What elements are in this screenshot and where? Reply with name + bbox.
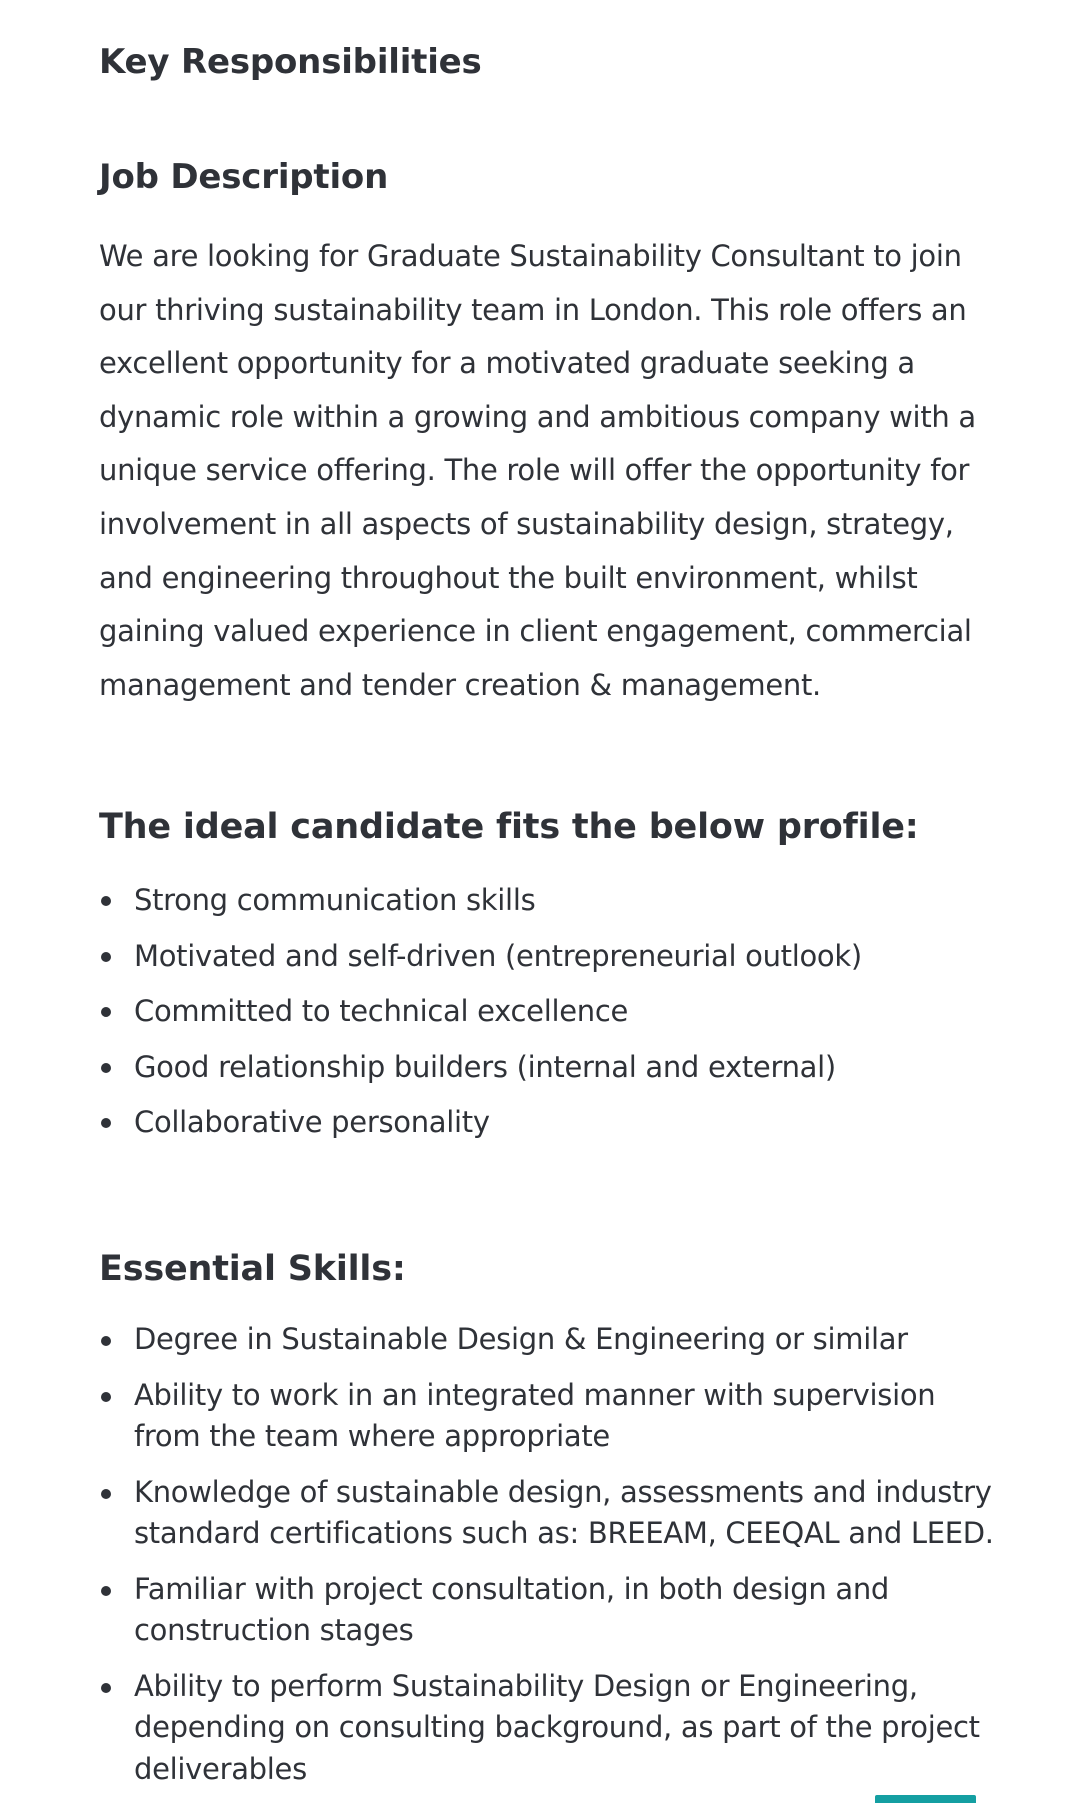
- bullet-icon: [101, 952, 111, 962]
- description-line: dynamic role within a growing and ambitious company with a: [99, 399, 976, 434]
- list-item: [99, 1319, 994, 1361]
- description-line: our thriving sustainability team in London. This role offers an: [99, 292, 967, 327]
- bullet-icon: [101, 1118, 111, 1128]
- list-item: [99, 1569, 994, 1652]
- list-item: [99, 1666, 994, 1791]
- list-item-text: Ability to perform Sustainability Design or Engineering,: [134, 1668, 918, 1703]
- list-item: [99, 1472, 994, 1555]
- list-item-text: Knowledge of sustainable design, assessments and industry: [134, 1474, 992, 1509]
- list-item: [99, 988, 862, 1044]
- bullet-icon: [101, 1007, 111, 1017]
- bullet-icon: [101, 1489, 111, 1499]
- essential-skills-heading: Essential Skills:: [99, 1249, 406, 1289]
- profile-list: [99, 877, 862, 1155]
- list-item: [99, 933, 862, 989]
- list-item-text: Familiar with project consultation, in both design and: [134, 1571, 890, 1606]
- bullet-icon: [101, 1683, 111, 1693]
- ideal-candidate-heading: The ideal candidate fits the below profile:: [99, 807, 919, 847]
- list-item-text: Strong communication skills: [134, 883, 536, 917]
- list-item-text: Ability to work in an integrated manner with supervision: [134, 1377, 936, 1412]
- apply-button-edge[interactable]: [875, 1795, 976, 1803]
- description-line: We are looking for Graduate Sustainability Consultant to join: [99, 239, 962, 273]
- list-item: [99, 877, 862, 933]
- description-line: involvement in all aspects of sustainability design, strategy,: [99, 506, 954, 541]
- description-line: gaining valued experience in client engagement, commercial: [99, 614, 972, 649]
- bullet-icon: [101, 1063, 111, 1073]
- bullet-icon: [101, 1392, 111, 1402]
- list-item-text: Committed to technical excellence: [134, 994, 629, 1029]
- list-item: [99, 1099, 862, 1155]
- description-line: unique service offering. The role will offer the opportunity for: [99, 453, 970, 488]
- job-description-text: [99, 230, 979, 712]
- bullet-icon: [101, 1336, 111, 1346]
- skills-list: [99, 1319, 994, 1804]
- list-item-text: depending on consulting background, as part of the project: [134, 1710, 980, 1744]
- description-line: excellent opportunity for a motivated graduate seeking a: [99, 346, 915, 381]
- bullet-icon: [101, 1586, 111, 1596]
- list-item-text: Degree in Sustainable Design & Engineering or similar: [134, 1322, 908, 1356]
- list-item-text: Motivated and self-driven (entrepreneurial outlook): [134, 938, 862, 973]
- job-description-heading: Job Description: [99, 157, 389, 197]
- description-line: management and tender creation & management.: [99, 667, 821, 702]
- list-item: [99, 1375, 994, 1458]
- list-item-text: Collaborative personality: [134, 1105, 490, 1140]
- list-item-text: construction stages: [134, 1613, 414, 1647]
- description-line: and engineering throughout the built environment, whilst: [99, 560, 918, 595]
- list-item-text: deliverables: [134, 1751, 307, 1786]
- list-item: [99, 1044, 862, 1100]
- list-item-text: from the team where appropriate: [134, 1419, 610, 1453]
- list-item-text: standard certifications such as: BREEAM, CEEQAL and LEED.: [134, 1516, 994, 1550]
- bullet-icon: [101, 896, 111, 906]
- list-item-text: Good relationship builders (internal and external): [134, 1049, 836, 1084]
- key-responsibilities-heading: Key Responsibilities: [99, 42, 482, 82]
